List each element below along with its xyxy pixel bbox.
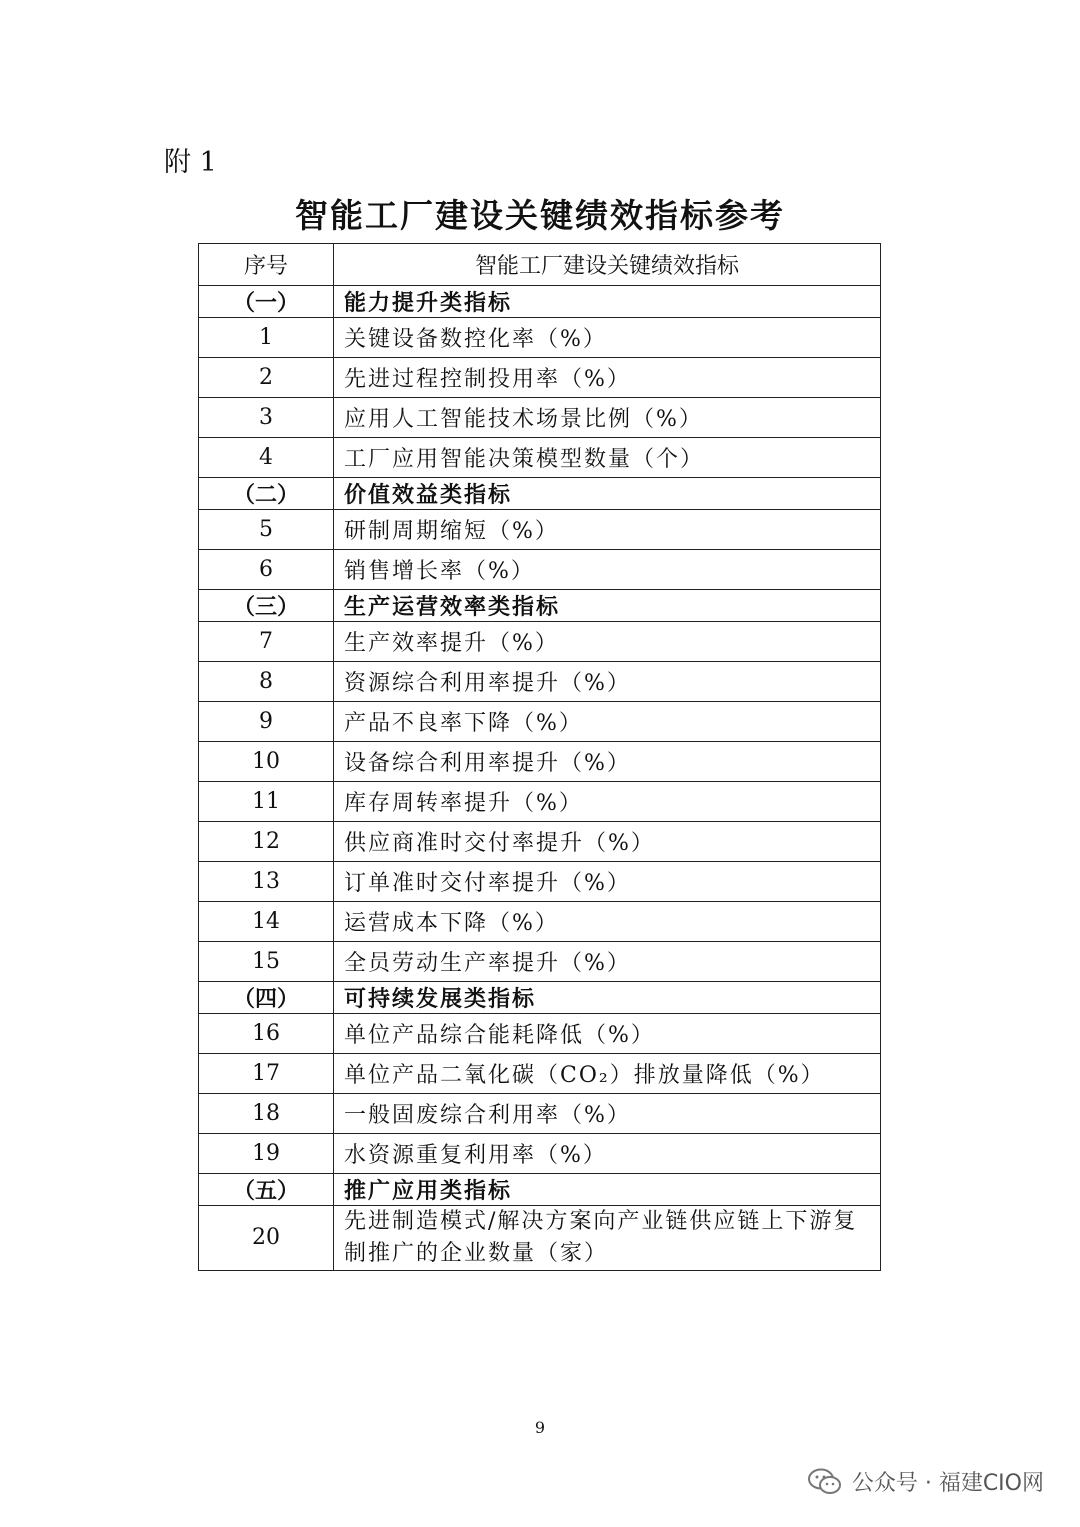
table-row <box>199 702 881 742</box>
table-row <box>199 398 881 438</box>
table-row <box>199 902 881 942</box>
table-row <box>199 822 881 862</box>
indicator-name: 资源综合利用率提升（%） <box>334 662 881 702</box>
row-number: 12 <box>199 822 334 862</box>
row-number: 15 <box>199 942 334 982</box>
table-row <box>199 438 881 478</box>
category-row <box>199 478 881 510</box>
row-number: 17 <box>199 1054 334 1094</box>
indicator-name: 全员劳动生产率提升（%） <box>334 942 881 982</box>
category-name: 可持续发展类指标 <box>334 982 881 1014</box>
category-row <box>199 1174 881 1206</box>
indicator-name: 库存周转率提升（%） <box>334 782 881 822</box>
category-row <box>199 590 881 622</box>
row-number: 18 <box>199 1094 334 1134</box>
page-title: 智能工厂建设关键绩效指标参考 <box>295 196 785 235</box>
table-row <box>199 942 881 982</box>
row-number: 11 <box>199 782 334 822</box>
row-number: 1 <box>199 318 334 358</box>
table-row <box>199 550 881 590</box>
category-row <box>199 286 881 318</box>
row-number: （二） <box>199 478 334 510</box>
row-number: 9 <box>199 702 334 742</box>
indicator-name: 关键设备数控化率（%） <box>334 318 881 358</box>
row-number: 8 <box>199 662 334 702</box>
table-row <box>199 862 881 902</box>
indicator-name: 应用人工智能技术场景比例（%） <box>334 398 881 438</box>
watermark-text: 公众号 · 福建CIO网 <box>851 1471 1044 1496</box>
category-name: 推广应用类指标 <box>334 1174 881 1206</box>
table-header-row <box>199 244 881 286</box>
header-indicator: 智能工厂建设关键绩效指标 <box>334 244 881 286</box>
row-number: 6 <box>199 550 334 590</box>
row-number: 13 <box>199 862 334 902</box>
watermark <box>808 1466 1044 1497</box>
kpi-table <box>198 243 881 1271</box>
row-number: 7 <box>199 622 334 662</box>
row-number: 19 <box>199 1134 334 1174</box>
wechat-icon <box>808 1468 842 1496</box>
row-number: 20 <box>199 1206 334 1271</box>
category-name: 价值效益类指标 <box>334 478 881 510</box>
indicator-name: 运营成本下降（%） <box>334 902 881 942</box>
indicator-name: 单位产品二氧化碳（CO₂）排放量降低（%） <box>334 1054 881 1094</box>
indicator-name: 单位产品综合能耗降低（%） <box>334 1014 881 1054</box>
row-number: 16 <box>199 1014 334 1054</box>
header-number: 序号 <box>199 244 334 286</box>
table-row <box>199 510 881 550</box>
indicator-name: 设备综合利用率提升（%） <box>334 742 881 782</box>
table-row <box>199 1134 881 1174</box>
indicator-name: 先进过程控制投用率（%） <box>334 358 881 398</box>
table-row <box>199 782 881 822</box>
row-number: 10 <box>199 742 334 782</box>
indicator-name: 供应商准时交付率提升（%） <box>334 822 881 862</box>
table-row <box>199 358 881 398</box>
table-row <box>199 662 881 702</box>
row-number: 3 <box>199 398 334 438</box>
indicator-name: 工厂应用智能决策模型数量（个） <box>334 438 881 478</box>
indicator-name: 销售增长率（%） <box>334 550 881 590</box>
appendix-label: 附 1 <box>164 147 217 178</box>
indicator-name: 产品不良率下降（%） <box>334 702 881 742</box>
page-number: 9 <box>534 1418 546 1437</box>
row-number: 2 <box>199 358 334 398</box>
category-row <box>199 982 881 1014</box>
row-number: 4 <box>199 438 334 478</box>
table-row <box>199 1206 881 1271</box>
indicator-name: 订单准时交付率提升（%） <box>334 862 881 902</box>
row-number: （一） <box>199 286 334 318</box>
row-number: 5 <box>199 510 334 550</box>
row-number: 14 <box>199 902 334 942</box>
row-number: （四） <box>199 982 334 1014</box>
indicator-name: 生产效率提升（%） <box>334 622 881 662</box>
row-number: （三） <box>199 590 334 622</box>
row-number: （五） <box>199 1174 334 1206</box>
indicator-name: 一般固废综合利用率（%） <box>334 1094 881 1134</box>
table-row <box>199 1094 881 1134</box>
indicator-name: 先进制造模式/解决方案向产业链供应链上下游复制推广的企业数量（家） <box>334 1206 881 1271</box>
table-row <box>199 742 881 782</box>
category-name: 生产运营效率类指标 <box>334 590 881 622</box>
category-name: 能力提升类指标 <box>334 286 881 318</box>
table-row <box>199 318 881 358</box>
table-row <box>199 1054 881 1094</box>
indicator-name: 水资源重复利用率（%） <box>334 1134 881 1174</box>
table-row <box>199 1014 881 1054</box>
indicator-name: 研制周期缩短（%） <box>334 510 881 550</box>
table-row <box>199 622 881 662</box>
table-body <box>199 286 881 1271</box>
